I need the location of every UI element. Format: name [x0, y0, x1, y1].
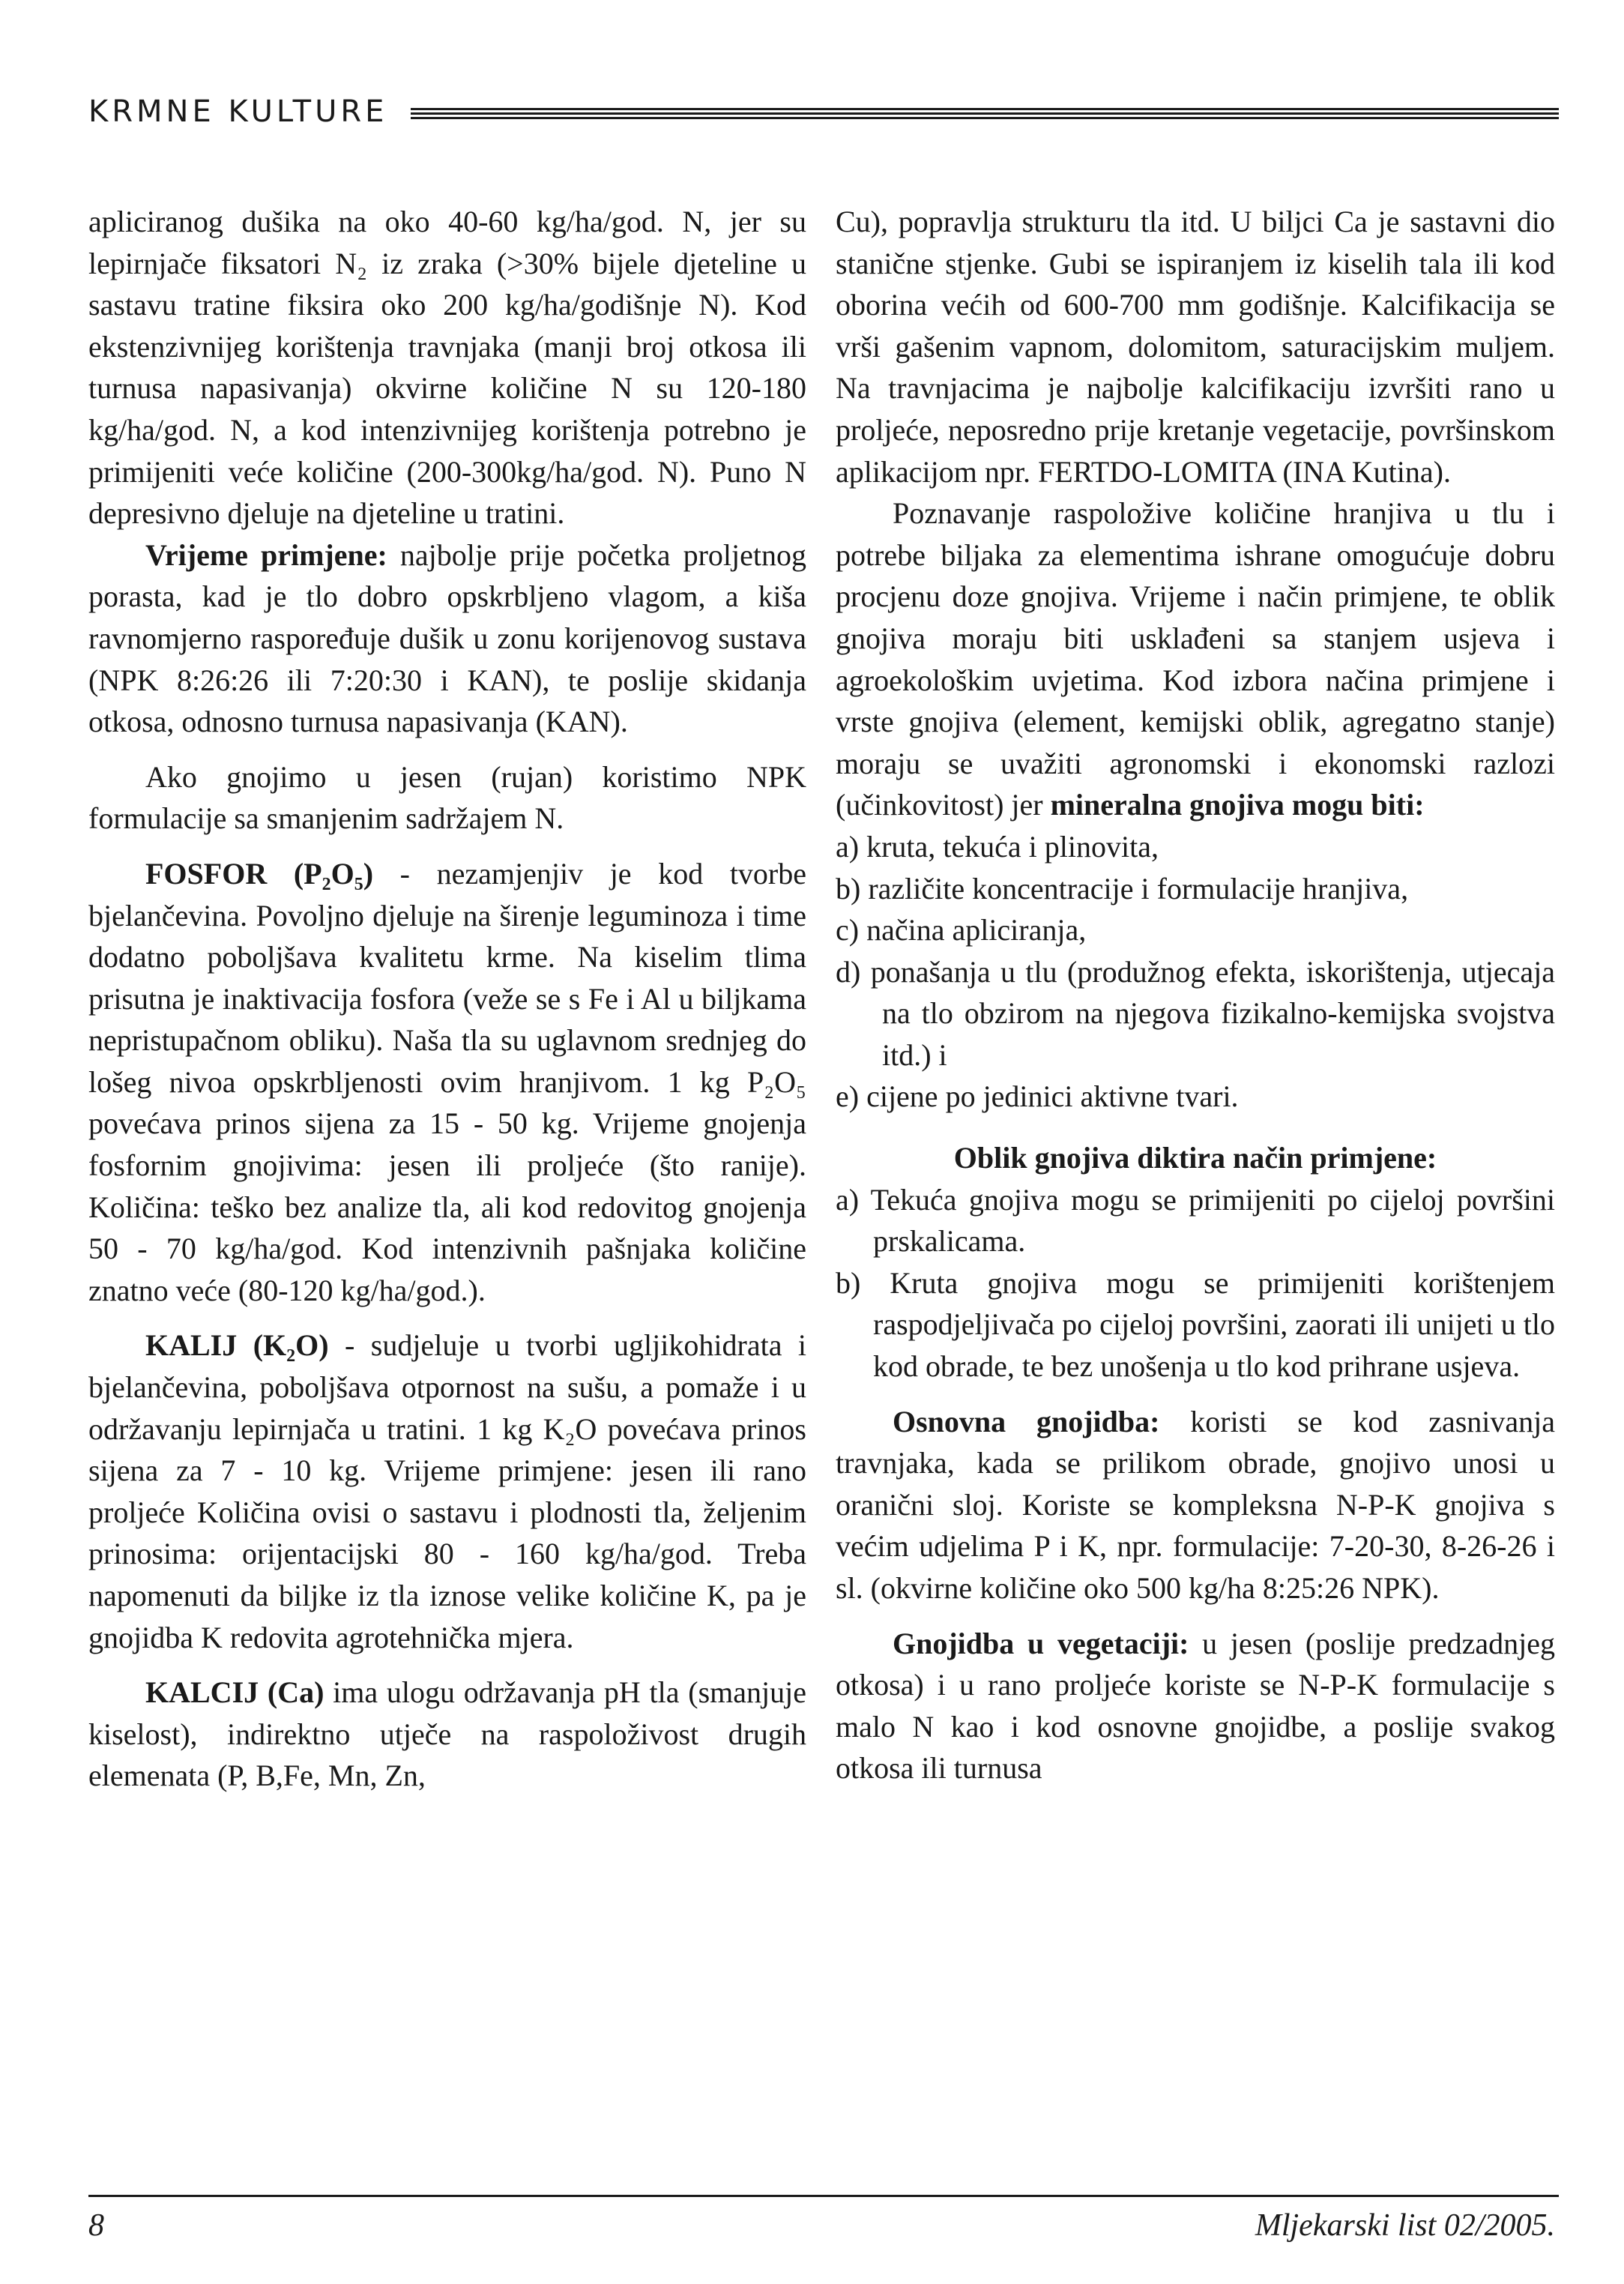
paragraph-heading: Gnojidba u vegetaciji: [893, 1626, 1189, 1660]
paragraph [836, 1401, 1555, 1609]
paragraph: Cu), popravlja strukturu tla itd. U biljci Ca je sastavni dio stanične stjenke. Gubi se ispiranjem iz kiselih tala ili kod oborina većih od 600-700 mm godišnje. Kalcifikacija se vrši gašenim vapnom, dolomitom, saturacijskim muljem. Na travnjacima je najbolje kalcifikaciju izvršiti rano u proljeće, neposredno prije kretanje vegetacije, površinskom aplikacijom npr. FERTDO-LOMITA (INA Kutina). [836, 205, 1555, 489]
paragraph-body: ima ulogu održavanja pH tla (smanjuje kiselost), indirektno utječe na raspoloživost drugih elemenata (P, B,Fe, Mn, Zn, [88, 1675, 806, 1793]
right-column [836, 201, 1555, 1789]
paragraph [88, 853, 806, 1312]
paragraph-body: u jesen (poslije predzadnjeg otkosa) i u rano proljeće koriste se N-P-K formulacije s malo N kao i kod osnovne gnojidbe, a poslije svakog otkosa ili turnusa [836, 1626, 1555, 1786]
list-item: a) Tekuća gnojiva mogu se primijeniti po cijeloj površini prskalicama. [836, 1182, 1555, 1259]
paragraph: apliciranog dušika na oko 40-60 kg/ha/god. N, jer su lepirnjače fiksatori N₂ iz zraka (>30% bijele djeteline u sastavu tratine fiksira oko 200 kg/ha/godišnje N). Kod ekstenzivnijeg korištenja travnjaka (manji broj otkosa ili turnusa napasivanja) okvirne količine N su 120-180 kg/ha/god. N, a kod intenzivnijeg korištenja potrebno je primijeniti veće količine (200-300kg/ha/god. N). Puno N depresivno djeluje na djeteline u tratini. [88, 205, 806, 531]
paragraph [836, 492, 1555, 826]
list-item: e) cijene po jedinici aktivne tvari. [836, 1079, 1239, 1114]
paragraph-body: koristi se kod zasnivanja travnjaka, kada se prilikom obrade, gnojivo unosi u oranični sloj. Koriste se kompleksna N-P-K gnojiva s većim udjelima P i K, npr. formulacije: 7-20-30, 8-26-26 i sl. (okvirne količine oko 500 kg/ha 8:25:26 NPK). [836, 1404, 1555, 1605]
paragraph-heading: FOSFOR (P₂O₅) [145, 856, 374, 891]
paragraph [88, 1325, 806, 1658]
paragraph-bold: mineralna gnojiva mogu biti: [1050, 788, 1425, 822]
paragraph [88, 1672, 806, 1797]
list-item: a) kruta, tekuća i plinovita, [836, 829, 1159, 864]
list-item: d) ponašanja u tlu (produžnog efekta, iskorištenja, utjecaja na tlo obzirom na njegova fizikalno-kemijska svojstva itd.) i [836, 954, 1555, 1072]
subheading [836, 1137, 1555, 1179]
paragraph [88, 534, 806, 743]
paragraph-body: - sudjeluje u tvorbi ugljikohidrata i bjelančevina, poboljšava otpornost na sušu, a pomaže i u održavanju lepirnjača u tratini. 1 kg K₂O povećava prinos sijena za 7 - 10 kg. Vrijeme primjene: jesen ili rano proljeće Količina ovisi o sastavu i plodnosti tla, željenim prinosima: orijentacijski 80 - 160 kg/ha/god. Treba napomenuti da biljke iz tla iznose velike količine K, pa je gnojidba K redovita agrotehnička mjera. [88, 1328, 807, 1654]
paragraph [836, 1623, 1555, 1789]
left-column [88, 201, 806, 1797]
paragraph-heading: KALIJ (K₂O) [145, 1328, 329, 1363]
footer-rule [88, 2195, 1559, 2197]
list-item: b) različite koncentracije i formulacije hranjiva, [836, 871, 1409, 906]
subheading-text: Oblik gnojiva diktira način primjene: [953, 1141, 1437, 1175]
journal-citation: Mljekarski list 02/2005. [1255, 2208, 1555, 2243]
paragraph-heading: KALCIJ (Ca) [145, 1675, 325, 1710]
paragraph-body: najbolje prije početka proljetnog porasta, kad je tlo dobro opskrbljeno vlagom, a kiša ravnomjerno raspoređuje dušik u zonu korijenovog sustava (NPK 8:26:26 ili 7:20:30 i KAN), te poslije skidanja otkosa, odnosno turnusa napasivanja (KAN). [88, 537, 807, 739]
paragraph: Ako gnojimo u jesen (rujan) koristimo NPK formulacije sa smanjenim sadržajem N. [88, 759, 806, 836]
paragraph-body: Poznavanje raspoložive količine hranjiva u tlu i potrebe biljaka za elementima ishrane omogućuje dobru procjenu doze gnojiva. Vrijeme i način primjene, te oblik gnojiva moraju biti usklađeni sa stanjem usjeva i agroekološkim uvjetima. Kod izbora načina primjene i vrste gnojiva (element, kemijski oblik, agregatno stanje) moraju se uvažiti agronomski i ekonomski razlozi (učinkovitost) jer [836, 496, 1555, 822]
page-number: 8 [88, 2208, 104, 2243]
running-header [88, 94, 1559, 147]
list-item: b) Kruta gnojiva mogu se primijeniti korištenjem raspodjeljivača po cijeloj površini, zaorati ili unijeti u tlo kod obrade, te bez unošenja u tlo kod prihrane usjeva. [836, 1265, 1555, 1384]
header-rule [411, 108, 1559, 123]
paragraph-heading: Osnovna gnojidba: [893, 1404, 1160, 1438]
paragraph-heading: Vrijeme primjene: [145, 537, 387, 572]
list-item: c) načina apliciranja, [836, 913, 1087, 947]
paragraph-body: - nezamjenjiv je kod tvorbe bjelančevina. Povoljno djeluje na širenje leguminoza i time dodatno poboljšava kvalitetu krme. Na kiselim tlima prisutna je inaktivacija fosfora (veže se s Fe i Al u biljkama nepristupačnom obliku). Naša tla su uglavnom srednjeg do lošeg nivoa opskrbljenosti ovim hranjivom. 1 kg P₂O₅ povećava prinos sijena za 15 - 50 kg. Vrijeme gnojenja fosfornim gnojivima: jesen ili proljeće (što ranije). Količina: teško bez analize tla, ali kod redovitog gnojenja 50 - 70 kg/ha/god. Kod intenzivnih pašnjaka količine znatno veće (80-120 kg/ha/god.). [88, 856, 806, 1307]
section-title: KRMNE KULTURE [88, 94, 388, 129]
